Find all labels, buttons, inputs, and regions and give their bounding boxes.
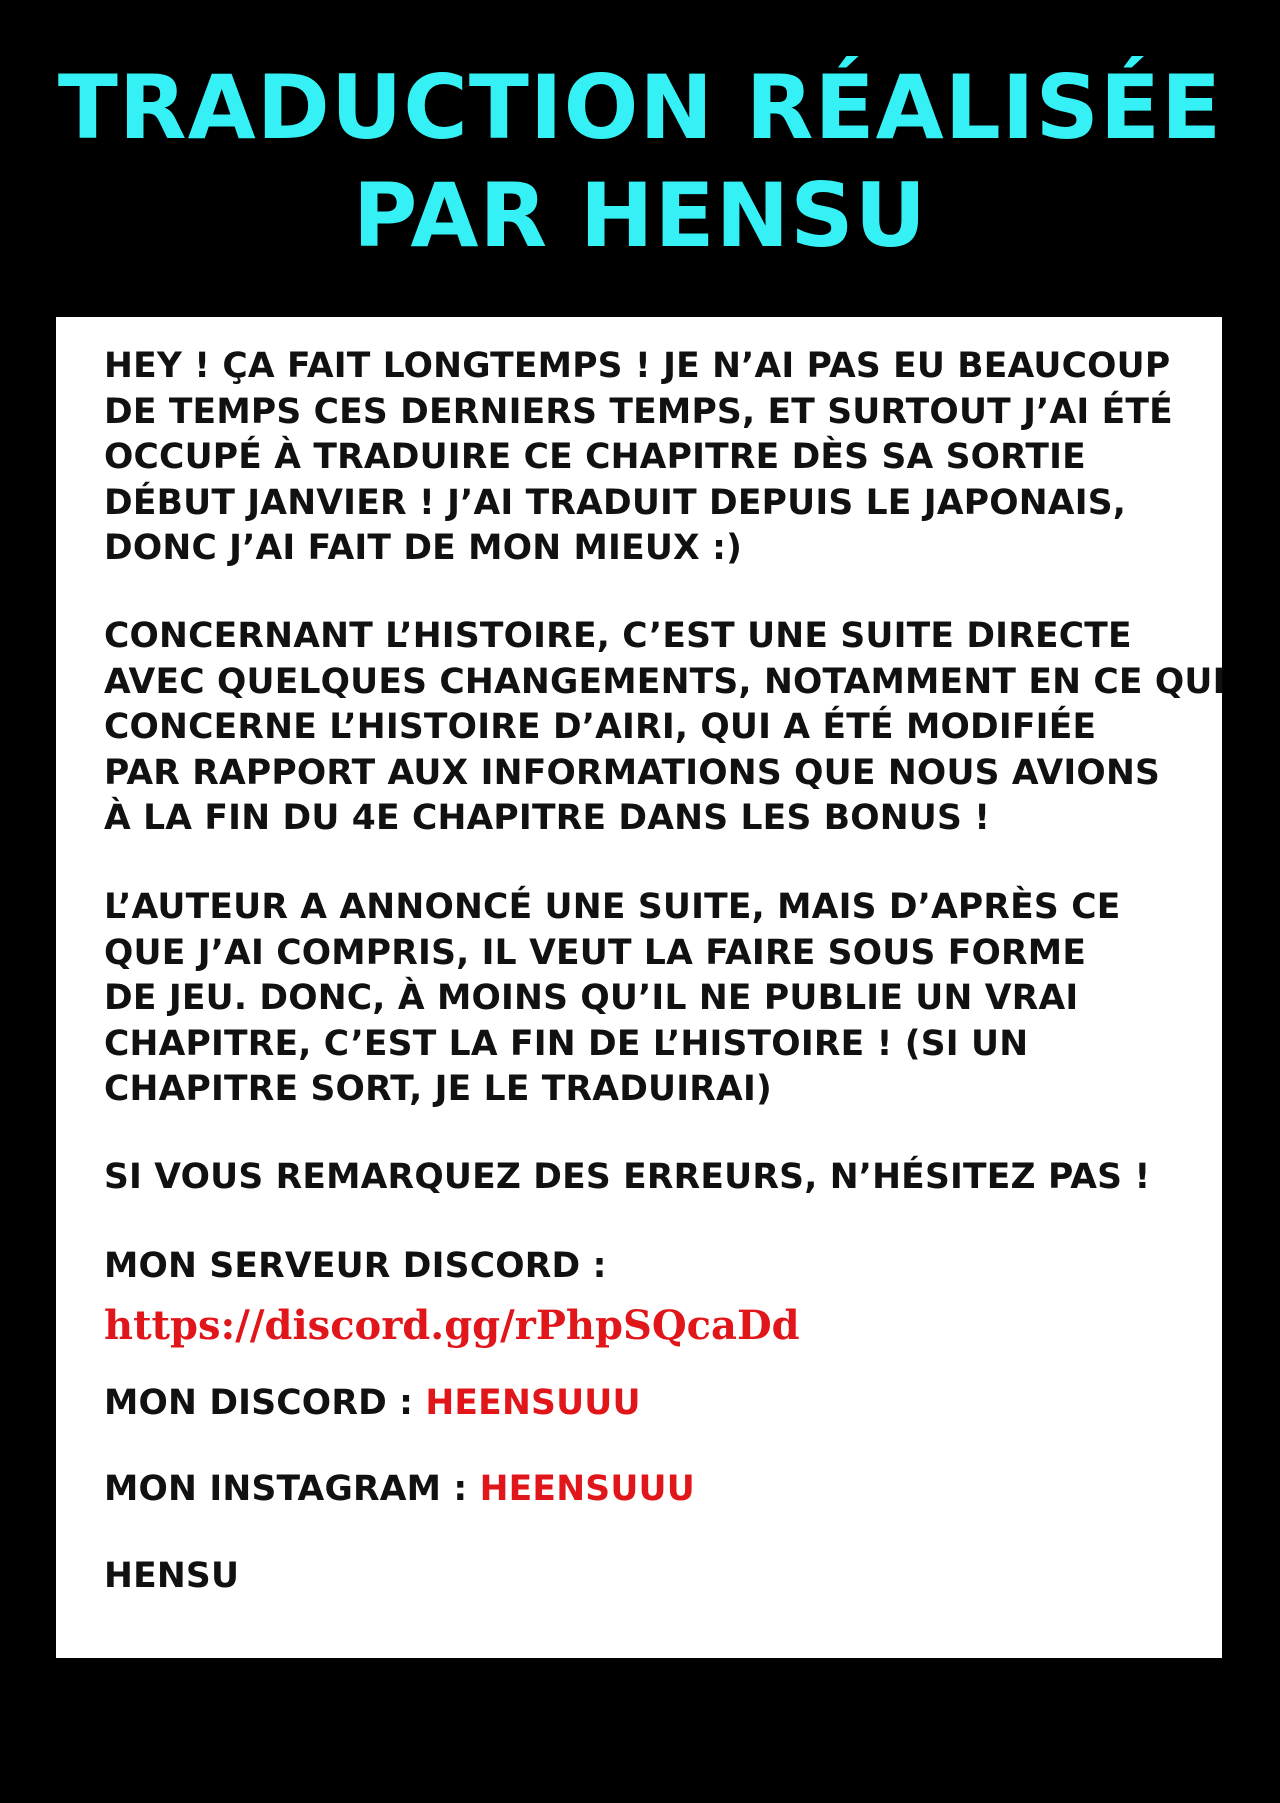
discord-server-link[interactable]: https://discord.gg/rPhpSQcaDd bbox=[104, 1302, 800, 1349]
instagram-contact bbox=[104, 1467, 1194, 1513]
text-line: L’AUTEUR A ANNONCÉ UNE SUITE, MAIS D’APRÈS CE bbox=[104, 887, 1121, 927]
instagram-handle: HEENSUUU bbox=[479, 1469, 695, 1509]
text-line: OCCUPÉ À TRADUIRE CE CHAPITRE DÈS SA SORTIE bbox=[104, 437, 1086, 477]
discord-label: MON DISCORD : bbox=[104, 1383, 426, 1423]
text-line: AVEC QUELQUES CHANGEMENTS, NOTAMMENT EN CE QUI bbox=[104, 661, 1226, 702]
discord-contact bbox=[104, 1381, 1194, 1427]
text-line: DE JEU. DONC, À MOINS QU’IL NE PUBLIE UN VRAI bbox=[104, 978, 1079, 1018]
text-panel bbox=[56, 317, 1226, 1658]
text-line: CHAPITRE SORT, JE LE TRADUIRAI) bbox=[104, 1069, 772, 1109]
page-title-line-2: PAR HENSU bbox=[352, 164, 928, 267]
text-line: PAR RAPPORT AUX INFORMATIONS QUE NOUS AVIONS bbox=[104, 752, 1161, 793]
text-line: QUE J’AI COMPRIS, IL VEUT LA FAIRE SOUS FORME bbox=[104, 932, 1087, 973]
intro-paragraph bbox=[104, 344, 1194, 572]
text-line: DÉBUT JANVIER ! J’AI TRADUIT DEPUIS LE JAPONAIS, bbox=[104, 482, 1127, 523]
errors-paragraph: SI VOUS REMARQUEZ DES ERREURS, N’HÉSITEZ PAS ! bbox=[104, 1157, 1151, 1197]
discord-server-label: MON SERVEUR DISCORD : bbox=[104, 1246, 607, 1286]
discord-handle: HEENSUUU bbox=[425, 1383, 641, 1423]
text-line: HEY ! ÇA FAIT LONGTEMPS ! JE N’AI PAS EU BEAUCOUP bbox=[104, 346, 1171, 386]
text-line: CHAPITRE, C’EST LA FIN DE L’HISTOIRE ! (SI UN bbox=[104, 1023, 1029, 1064]
instagram-label: MON INSTAGRAM : bbox=[104, 1469, 480, 1509]
story-paragraph bbox=[104, 614, 1226, 842]
text-line: À LA FIN DU 4E CHAPITRE DANS LES BONUS ! bbox=[104, 798, 991, 838]
sequel-paragraph bbox=[104, 885, 1194, 1113]
page-title-line-1: TRADUCTION RÉALISÉE bbox=[57, 56, 1223, 159]
signature: HENSU bbox=[104, 1556, 240, 1596]
text-line: DONC J’AI FAIT DE MON MIEUX :) bbox=[104, 528, 743, 568]
text-line: CONCERNANT L’HISTOIRE, C’EST UNE SUITE DIRECTE bbox=[104, 616, 1132, 656]
text-line: CONCERNE L’HISTOIRE D’AIRI, QUI A ÉTÉ MODIFIÉE bbox=[104, 707, 1097, 747]
text-line: DE TEMPS CES DERNIERS TEMPS, ET SURTOUT J’AI ÉTÉ bbox=[104, 391, 1173, 432]
